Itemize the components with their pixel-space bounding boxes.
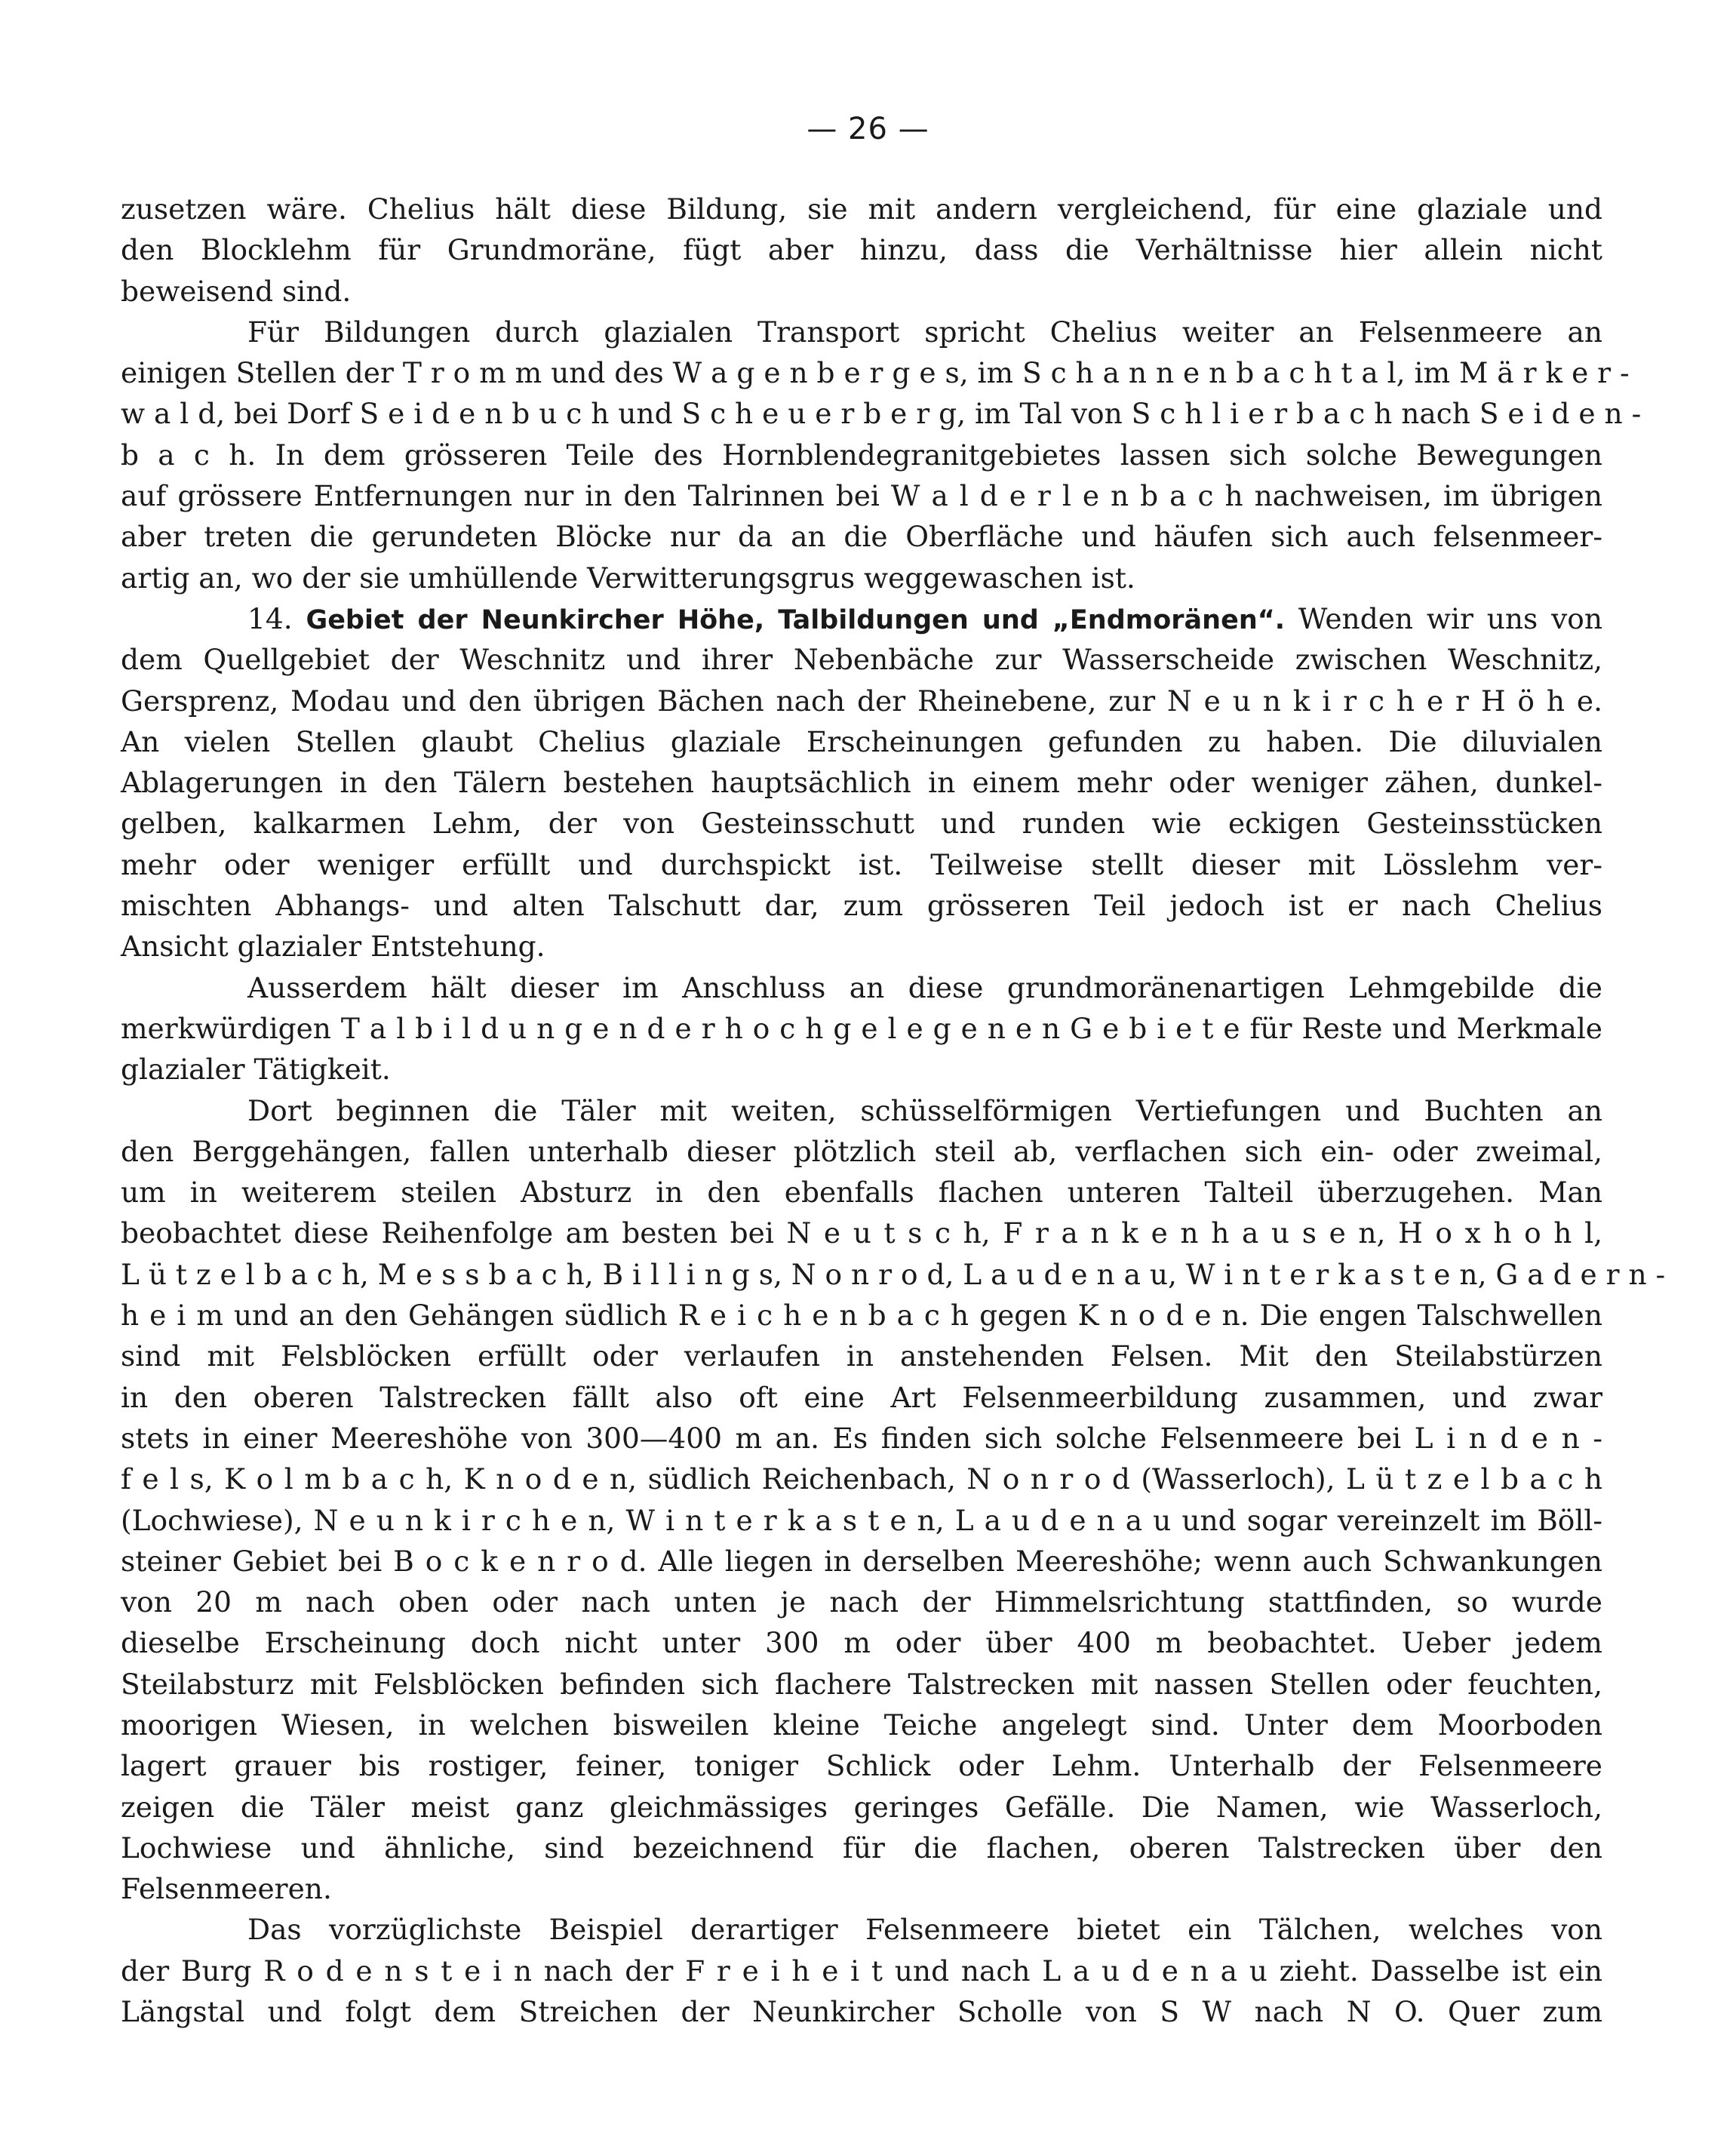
section-14-paragraph [121,598,1602,967]
text-line: der Burg R o d e n s t e i n nach der F r e i h e i t und nach L a u d e n a u zieht. Dasselbe ist ein [121,1954,1602,1988]
section-number: 14. [247,601,293,635]
paragraph [121,1909,1602,2032]
text-line: Felsenmeeren. [121,1872,332,1906]
text-line: L ü t z e l b a c h, M e s s b a c h, B i l l i n g s, N o n r o d, L a u d e n a u, W i n t e r k a s t e n, G a d e r n - [121,1257,1666,1291]
text-line: Ausserdem hält dieser im Anschluss an diese grundmoränenartigen Lehmgebilde die [247,970,1602,1004]
text-line: von 20 m nach oben oder nach unten je nach der Himmelsrichtung stattfinden, so wurde [121,1585,1602,1619]
paragraph [121,189,1602,312]
text-line: Wenden wir uns von [1298,601,1603,635]
text-line: dieselbe Erscheinung doch nicht unter 300 m oder über 400 m beobachtet. Ueber jedem [121,1626,1602,1660]
text-line: auf grössere Entfernungen nur in den Talrinnen bei W a l d e r l e n b a c h nachweisen, im übrigen [121,479,1602,513]
text-line: w a l d, bei Dorf S e i d e n b u c h und S c h e u e r b e r g, im Tal von S c h l i e r b a c h nach S e i d e n - [121,397,1642,431]
paragraph [121,1090,1666,1910]
body-text [121,189,1666,2032]
text-line: beweisend sind. [121,274,352,308]
text-line: Ablagerungen in den Tälern bestehen hauptsächlich in einem mehr oder weniger zähen, dunkel- [121,766,1602,800]
text-line: Längstal und folgt dem Streichen der Neunkircher Scholle von S W nach N O. Quer zum [121,1995,1602,2029]
text-line: mischten Abhangs- und alten Talschutt dar, zum grösseren Teil jedoch ist er nach Chelius [121,889,1602,923]
text-line: h e i m und an den Gehängen südlich R e i c h e n b a c h gegen K n o d e n. Die engen Talschwellen [121,1299,1602,1333]
text-line: stets in einer Meereshöhe von 300—400 m an. Es finden sich solche Felsenmeere bei L i n d e n - [121,1421,1602,1455]
text-line: zusetzen wäre. Chelius hält diese Bildung, sie mit andern vergleichend, für eine glaziale und [121,192,1602,226]
text-line: den Berggehängen, fallen unterhalb dieser plötzlich steil ab, verflachen sich ein- oder zweimal, [121,1134,1602,1168]
text-line: den Blocklehm für Grundmoräne, fügt aber hinzu, dass die Verhältnisse hier allein nicht [121,233,1602,267]
text-line: Steilabsturz mit Felsblöcken befinden sich flachere Talstrecken mit nassen Stellen oder feuchten, [121,1667,1602,1701]
page-number: — 26 — [807,112,929,146]
text-line: mehr oder weniger erfüllt und durchspickt ist. Teilweise stellt dieser mit Lösslehm ver- [121,847,1602,881]
text-line: Ansicht glazialer Entstehung. [121,930,545,964]
text-line: artig an, wo der sie umhüllende Verwitterungsgrus weggewaschen ist. [121,561,1135,595]
text-line: aber treten die gerundeten Blöcke nur da an die Oberfläche und häufen sich auch felsenmeer- [121,520,1602,554]
text-line: glazialer Tätigkeit. [121,1053,391,1087]
text-line: einigen Stellen der T r o m m und des W a g e n b e r g e s, im S c h a n n e n b a c h t a l, im M ä r k e r - [121,356,1630,390]
text-line: (Lochwiese), N e u n k i r c h e n, W i n t e r k a s t e n, L a u d e n a u und sogar vereinzelt im Böll- [121,1503,1602,1537]
text-line: Lochwiese und ähnliche, sind bezeichnend für die flachen, oberen Talstrecken über den [121,1831,1602,1865]
text-line: An vielen Stellen glaubt Chelius glaziale Erscheinungen gefunden zu haben. Die diluvialen [121,724,1602,758]
text-line: lagert grauer bis rostiger, feiner, toniger Schlick oder Lehm. Unterhalb der Felsenmeere [121,1749,1602,1783]
section-heading: Gebiet der Neunkircher Höhe, Talbildungen und „Endmoränen“. [306,604,1286,635]
text-line: zeigen die Täler meist ganz gleichmässiges geringes Gefälle. Die Namen, wie Wasserloch, [121,1790,1602,1824]
text-line: sind mit Felsblöcken erfüllt oder verlaufen in anstehenden Felsen. Mit den Steilabstürzen [121,1339,1602,1373]
text-line: in den oberen Talstrecken fällt also oft eine Art Felsenmeerbildung zusammen, und zwar [121,1380,1602,1414]
text-line: merkwürdigen T a l b i l d u n g e n d e r h o c h g e l e g e n e n G e b i e t e für Reste und Merkmale [121,1011,1602,1045]
text-line: moorigen Wiesen, in welchen bisweilen kleine Teiche angelegt sind. Unter dem Moorboden [121,1708,1602,1742]
text-line: Gersprenz, Modau und den übrigen Bächen nach der Rheinebene, zur N e u n k i r c h e r H ö h e. [121,684,1602,718]
text-line: gelben, kalkarmen Lehm, der von Gesteinsschutt und runden wie eckigen Gesteinsstücken [121,807,1602,841]
text-line: Für Bildungen durch glazialen Transport spricht Chelius weiter an Felsenmeere an [247,315,1602,349]
text-line: beobachtet diese Reihenfolge am besten bei N e u t s c h, F r a n k e n h a u s e n, H o x h o h l, [121,1216,1602,1250]
text-line: Dort beginnen die Täler mit weiten, schüsselförmigen Vertiefungen und Buchten an [247,1093,1602,1127]
text-line: b a c h. In dem grösseren Teile des Hornblendegranitgebietes lassen sich solche Bewegungen [121,438,1602,472]
paragraph [121,967,1602,1090]
text-line: Das vorzüglichste Beispiel derartiger Felsenmeere bietet ein Tälchen, welches von [247,1913,1602,1947]
section-heading-line [121,598,1602,639]
text-line: dem Quellgebiet der Weschnitz und ihrer Nebenbäche zur Wasserscheide zwischen Weschnitz, [121,643,1602,677]
text-line: um in weiterem steilen Absturz in den ebenfalls flachen unteren Talteil überzugehen. Man [121,1176,1602,1210]
paragraph [121,312,1642,598]
text-line: steiner Gebiet bei B o c k e n r o d. Alle liegen in derselben Meereshöhe; wenn auch Schwankungen [121,1544,1602,1578]
text-line: f e l s, K o l m b a c h, K n o d e n, südlich Reichenbach, N o n r o d (Wasserloch), L ü t z e l b a c h [121,1462,1602,1496]
